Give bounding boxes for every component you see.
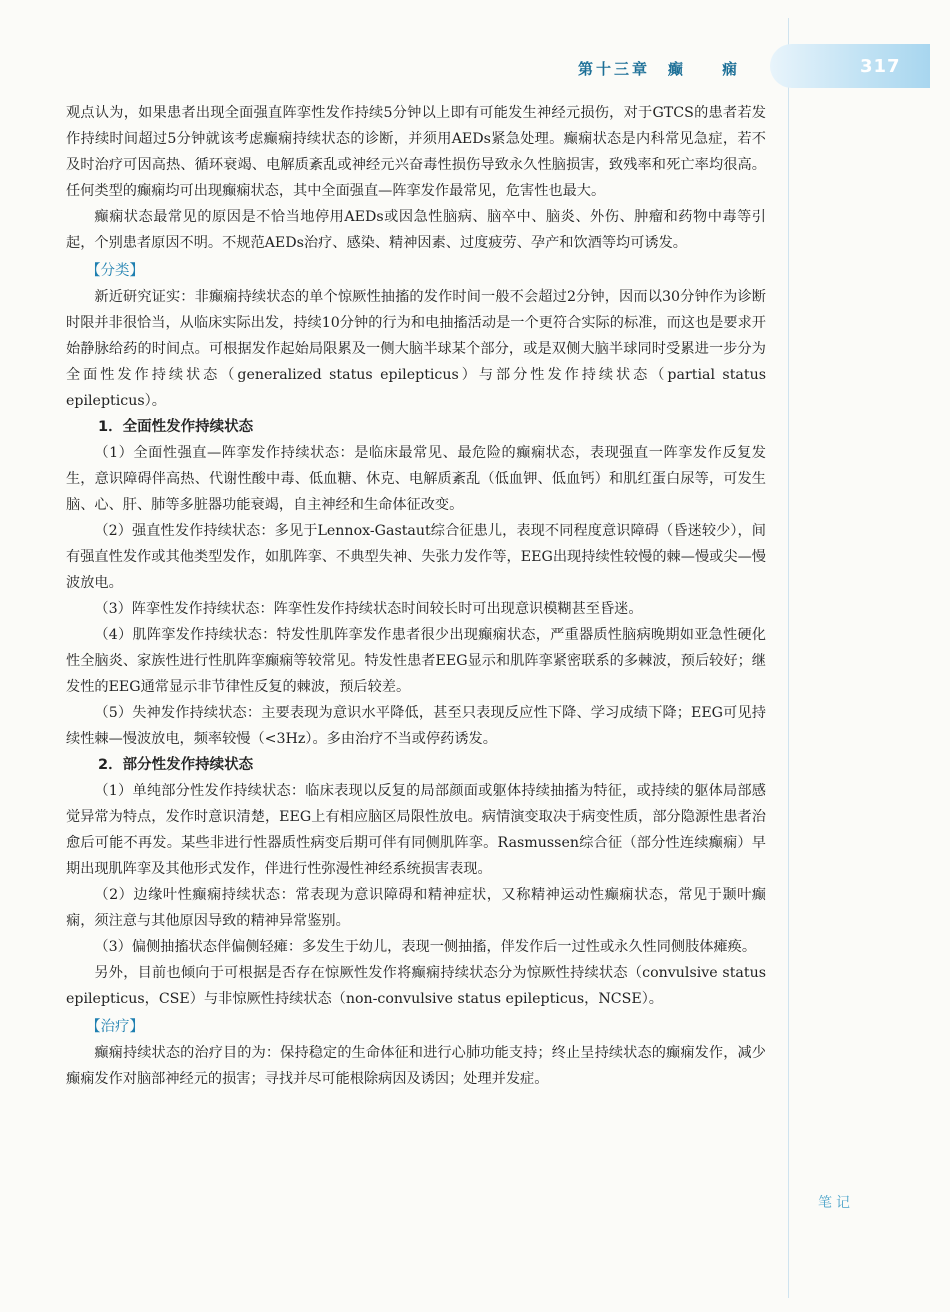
item-generalized-1: （1）全面性强直—阵挛发作持续状态：是临床最常见、最危险的癫痫状态，表现强直一阵挛发作反复发生，意识障碍伴高热、代谢性酸中毒、低血糖、休克、电解质紊乱（低血钾、低血钙）和肌红蛋白尿等，可发生脑、心、肝、肺等多脏器功能衰竭，自主神经和生命体征改变。 [66,445,766,513]
page-number: 317 [860,56,901,77]
sidebar-divider [788,18,789,1298]
notes-label: 笔记 [818,1195,854,1211]
page-number-tab [770,44,930,88]
section-tag-treatment: 【治疗】 [86,1019,144,1035]
paragraph-classification: 新近研究证实：非癫痫持续状态的单个惊厥性抽搐的发作时间一般不会超过2分钟，因而以30分钟作为诊断时限并非很恰当，从临床实际出发，持续10分钟的行为和电抽搐活动是一个更符合实际的标准，而这也是要求开始静脉给药的时间点。可根据发作起始局限累及一侧大脑半球某个部分，或是双侧大脑半球同时受累进一步分为全面性发作持续状态（generalized status epilepticus）与部分性发作持续状态（partial status epilepticus）。 [66,289,766,409]
paragraph-continued: 观点认为，如果患者出现全面强直阵挛性发作持续5分钟以上即有可能发生神经元损伤，对于GTCS的患者若发作持续时间超过5分钟就该考虑癫痫持续状态的诊断，并须用AEDs紧急处理。癫痫状态是内科常见急症，若不及时治疗可因高热、循环衰竭、电解质紊乱或神经元兴奋毒性损伤导致永久性脑损害，致残率和死亡率均很高。任何类型的癫痫均可出现癫痫状态，其中全面强直—阵挛发作最常见，危害性也最大。 [66,105,766,199]
item-partial-1: （1）单纯部分性发作持续状态：临床表现以反复的局部颜面或躯体持续抽搐为特征，或持续的躯体局部感觉异常为特点，发作时意识清楚，EEG上有相应脑区局限性放电。病情演变取决于病变性质，部分隐源性患者治愈后可能不再发。某些非进行性器质性病变后期可伴有同侧肌阵挛。Rasmussen综合征（部分性连续癫痫）早期出现肌阵挛及其他形式发作，伴进行性弥漫性神经系统损害表现。 [66,783,766,877]
item-partial-2: （2）边缘叶性癫痫持续状态：常表现为意识障碍和精神症状，又称精神运动性癫痫状态，常见于颞叶癫痫，须注意与其他原因导致的精神异常鉴别。 [66,887,766,929]
heading-generalized: 1．全面性发作持续状态 [98,419,254,435]
item-generalized-5: （5）失神发作持续状态：主要表现为意识水平降低，甚至只表现反应性下降、学习成绩下降；EEG可见持续性棘—慢波放电，频率较慢（<3Hz）。多由治疗不当或停药诱发。 [66,705,766,747]
item-generalized-4: （4）肌阵挛发作持续状态：特发性肌阵挛发作患者很少出现癫痫状态，严重器质性脑病晚期如亚急性硬化性全脑炎、家族性进行性肌阵挛癫痫等较常见。特发性患者EEG显示和肌阵挛紧密联系的多棘波，预后较好；继发性的EEG通常显示非节律性反复的棘波，预后较差。 [66,627,766,695]
page-body [66,100,766,1092]
item-partial-3: （3）偏侧抽搐状态伴偏侧轻瘫：多发生于幼儿，表现一侧抽搐，伴发作后一过性或永久性同侧肢体瘫痪。 [94,939,757,955]
paragraph-treatment: 癫痫持续状态的治疗目的为：保持稳定的生命体征和进行心肺功能支持；终止呈持续状态的癫痫发作，减少癫痫发作对脑部神经元的损害；寻找并尽可能根除病因及诱因；处理并发症。 [66,1045,766,1087]
paragraph-causes: 癫痫状态最常见的原因是不恰当地停用AEDs或因急性脑病、脑卒中、脑炎、外伤、肿瘤和药物中毒等引起，个别患者原因不明。不规范AEDs治疗、感染、精神因素、过度疲劳、孕产和饮酒等均可诱发。 [66,209,766,251]
paragraph-cse-ncse: 另外，目前也倾向于可根据是否存在惊厥性发作将癫痫持续状态分为惊厥性持续状态（convulsive status epilepticus，CSE）与非惊厥性持续状态（non-convulsive status epilepticus，NCSE）。 [66,965,766,1007]
heading-partial: 2．部分性发作持续状态 [98,757,254,773]
section-tag-classification: 【分类】 [86,263,144,279]
chapter-title: 第十三章 癫 痫 [578,60,741,78]
item-generalized-2: （2）强直性发作持续状态：多见于Lennox-Gastaut综合征患儿，表现不同程度意识障碍（昏迷较少），间有强直性发作或其他类型发作，如肌阵挛、不典型失神、失张力发作等，EEG出现持续性较慢的棘—慢或尖—慢波放电。 [66,523,766,591]
item-generalized-3: （3）阵挛性发作持续状态：阵挛性发作持续状态时间较长时可出现意识模糊甚至昏迷。 [94,601,643,617]
